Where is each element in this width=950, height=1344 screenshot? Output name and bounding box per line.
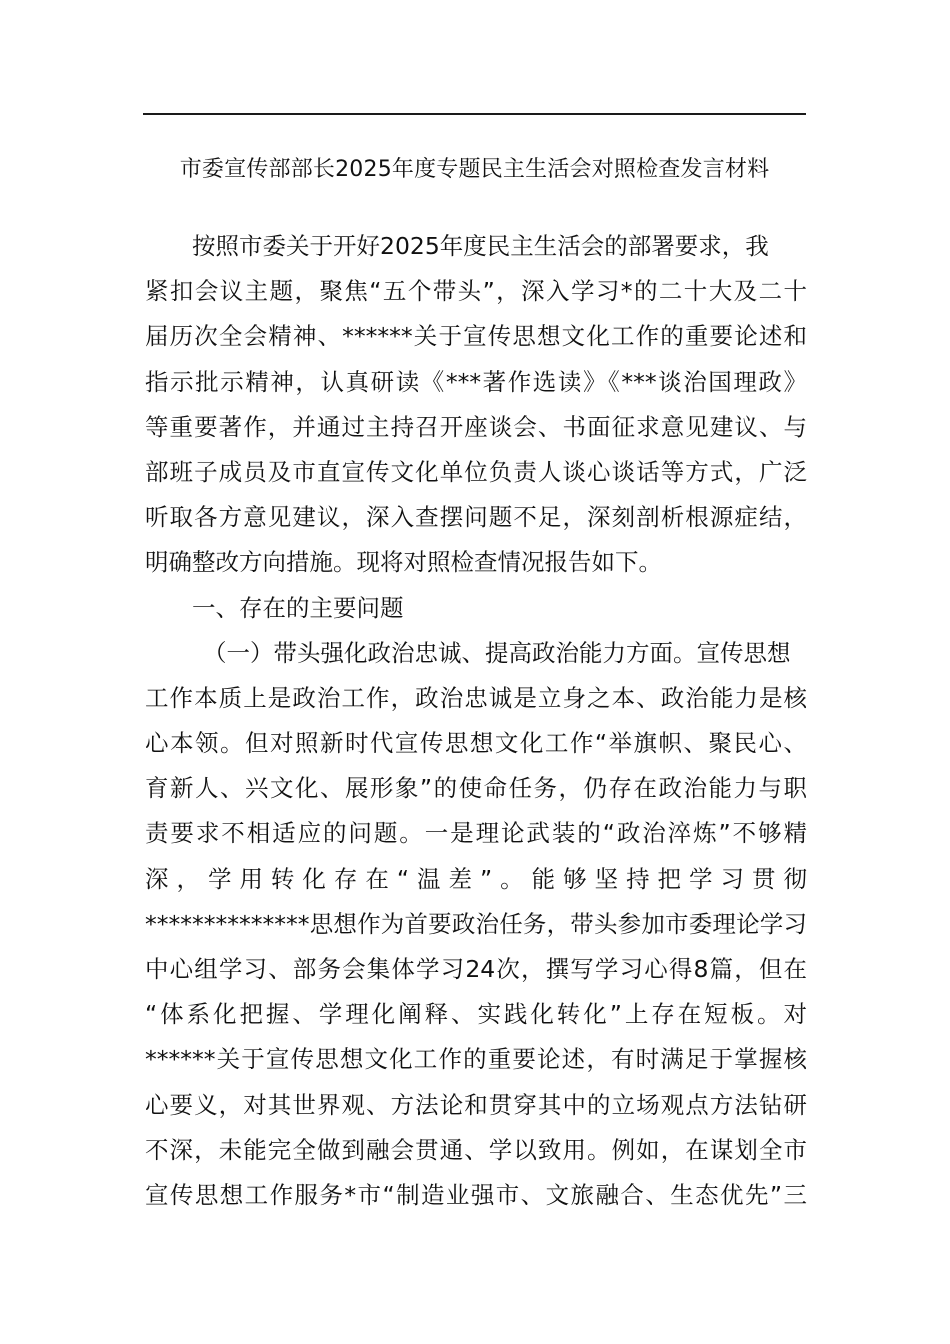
paragraph-line: 部班子成员及市直宣传文化单位负责人谈心谈话等方式，广泛 — [145, 457, 807, 486]
section-heading: 一、存在的主要问题 — [192, 593, 404, 622]
paragraph-line: 届历次全会精神、******关于宣传思想文化工作的重要论述和 — [145, 322, 807, 351]
paragraph-line: 指示批示精神，认真研读《***著作选读》《***谈治国理政》 — [145, 367, 807, 396]
paragraph-line: 听取各方意见建议，深入查摆问题不足，深刻剖析根源症结， — [145, 503, 807, 532]
document-body — [145, 224, 807, 1218]
paragraph-line: 心要义，对其世界观、方法论和贯穿其中的立场观点方法钻研 — [145, 1090, 807, 1119]
paragraph-line: 工作本质上是政治工作，政治忠诚是立身之本、政治能力是核 — [145, 683, 807, 712]
paragraph-line: “体系化把握、学理化阐释、实践化转化”上存在短板。对 — [145, 1000, 807, 1029]
paragraph-line: 深，学用转化存在“温差”。能够坚持把学习贯彻 — [145, 864, 807, 893]
paragraph-line: 责要求不相适应的问题。一是理论武装的“政治淬炼”不够精 — [145, 819, 807, 848]
paragraph-line: 不深，未能完全做到融会贯通、学以致用。例如，在谋划全市 — [145, 1135, 807, 1164]
paragraph-line: 按照市委关于开好2025年度民主生活会的部署要求，我 — [192, 232, 769, 260]
paragraph-line: 明确整改方向措施。现将对照检查情况报告如下。 — [145, 548, 662, 577]
paragraph-line: 紧扣会议主题，聚焦“五个带头”，深入学习*的二十大及二十 — [145, 277, 807, 306]
paragraph-line: **************思想作为首要政治任务，带头参加市委理论学习 — [145, 909, 807, 938]
paragraph-line: 心本领。但对照新时代宣传思想文化工作“举旗帜、聚民心、 — [145, 729, 807, 758]
subsection-heading: （一）带头强化政治忠诚、提高政治能力方面。宣传思想 — [203, 638, 791, 667]
paragraph-line: ******关于宣传思想文化工作的重要论述，有时满足于掌握核 — [145, 1045, 807, 1074]
paragraph-line: 宣传思想工作服务*市“制造业强市、文旅融合、生态优先”三 — [145, 1180, 807, 1209]
header-rule — [143, 113, 806, 115]
document-title: 市委宣传部部长2025年度专题民主生活会对照检查发言材料 — [179, 157, 770, 182]
paragraph-line: 等重要著作，并通过主持召开座谈会、书面征求意见建议、与 — [145, 412, 807, 441]
paragraph-line: 育新人、兴文化、展形象”的使命任务，仍存在政治能力与职 — [145, 774, 807, 803]
paragraph-line: 中心组学习、部务会集体学习24次，撰写学习心得8篇，但在 — [145, 955, 807, 983]
